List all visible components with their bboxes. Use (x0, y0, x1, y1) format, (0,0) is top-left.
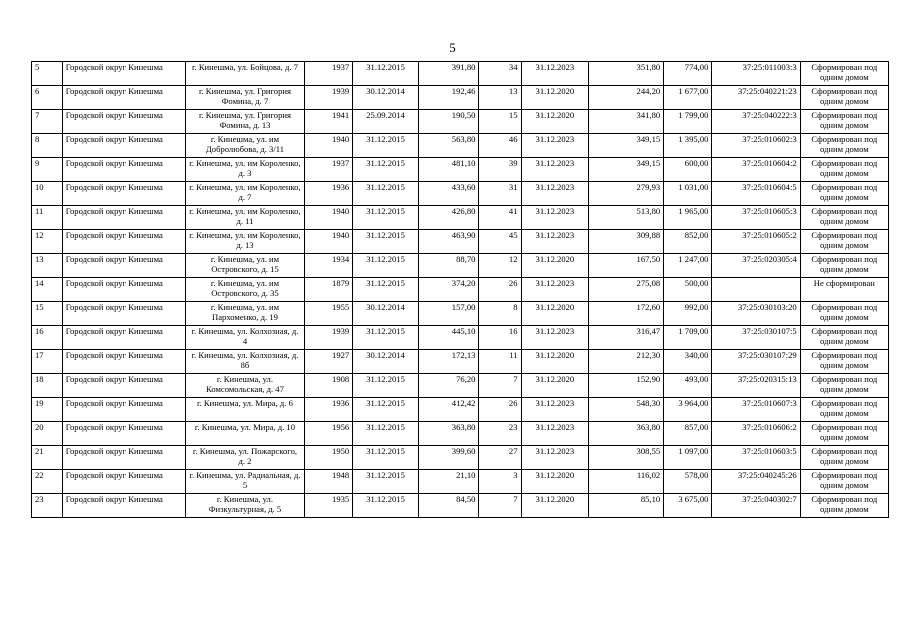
build-year-cell: 1908 (304, 374, 352, 398)
land-area-cell: 3 675,00 (664, 494, 712, 518)
total-area-cell: 244,20 (589, 86, 664, 110)
table-row (32, 230, 889, 254)
resettlement-date-cell: 31.12.2020 (521, 86, 589, 110)
recognition-date-cell: 31.12.2015 (353, 134, 419, 158)
build-year-cell: 1948 (304, 470, 352, 494)
row-number-cell: 8 (32, 134, 63, 158)
emergency-area-cell: 412,42 (418, 398, 479, 422)
table-row (32, 254, 889, 278)
emergency-area-cell: 481,10 (418, 158, 479, 182)
municipality-cell: Городской округ Кинешма (62, 62, 185, 86)
land-area-cell: 1 799,00 (664, 110, 712, 134)
recognition-date-cell: 25.09.2014 (353, 110, 419, 134)
land-area-cell: 774,00 (664, 62, 712, 86)
row-number-cell: 13 (32, 254, 63, 278)
resettlement-date-cell: 31.12.2023 (521, 422, 589, 446)
recognition-date-cell: 31.12.2015 (353, 422, 419, 446)
land-status-cell: Сформирован под одним домом (800, 182, 888, 206)
land-status-cell: Сформирован под одним домом (800, 374, 888, 398)
address-cell: г. Кинешма, ул. им Островского, д. 35 (185, 278, 304, 302)
build-year-cell: 1936 (304, 182, 352, 206)
row-number-cell: 12 (32, 230, 63, 254)
resettlement-date-cell: 31.12.2023 (521, 62, 589, 86)
land-area-cell: 992,00 (664, 302, 712, 326)
emergency-area-cell: 190,50 (418, 110, 479, 134)
total-area-cell: 152,90 (589, 374, 664, 398)
residents-count-cell: 8 (479, 302, 521, 326)
recognition-date-cell: 31.12.2015 (353, 398, 419, 422)
row-number-cell: 9 (32, 158, 63, 182)
total-area-cell: 513,80 (589, 206, 664, 230)
address-cell: г. Кинешма, ул. Комсомольская, д. 47 (185, 374, 304, 398)
build-year-cell: 1941 (304, 110, 352, 134)
resettlement-date-cell: 31.12.2023 (521, 158, 589, 182)
land-area-cell: 600,00 (664, 158, 712, 182)
cadastral-number-cell: 37:25:040245:26 (712, 470, 800, 494)
emergency-area-cell: 172,13 (418, 350, 479, 374)
emergency-area-cell: 192,46 (418, 86, 479, 110)
emergency-area-cell: 21,10 (418, 470, 479, 494)
recognition-date-cell: 31.12.2015 (353, 446, 419, 470)
total-area-cell: 167,50 (589, 254, 664, 278)
land-area-cell: 1 247,00 (664, 254, 712, 278)
emergency-area-cell: 463,90 (418, 230, 479, 254)
residents-count-cell: 16 (479, 326, 521, 350)
address-cell: г. Кинешма, ул. Колхозная, д. 8б (185, 350, 304, 374)
row-number-cell: 7 (32, 110, 63, 134)
municipality-cell: Городской округ Кинешма (62, 326, 185, 350)
build-year-cell: 1937 (304, 62, 352, 86)
total-area-cell: 349,15 (589, 134, 664, 158)
housing-registry-table (31, 61, 889, 518)
table-row (32, 278, 889, 302)
land-area-cell: 1 031,00 (664, 182, 712, 206)
build-year-cell: 1955 (304, 302, 352, 326)
resettlement-date-cell: 31.12.2023 (521, 134, 589, 158)
land-area-cell: 1 097,00 (664, 446, 712, 470)
table-row (32, 86, 889, 110)
build-year-cell: 1934 (304, 254, 352, 278)
address-cell: г. Кинешма, ул. Мира, д. 10 (185, 422, 304, 446)
land-area-cell: 1 965,00 (664, 206, 712, 230)
recognition-date-cell: 31.12.2015 (353, 470, 419, 494)
resettlement-date-cell: 31.12.2023 (521, 206, 589, 230)
recognition-date-cell: 31.12.2015 (353, 158, 419, 182)
build-year-cell: 1937 (304, 158, 352, 182)
resettlement-date-cell: 31.12.2020 (521, 494, 589, 518)
build-year-cell: 1939 (304, 326, 352, 350)
page-number: 5 (449, 40, 456, 55)
residents-count-cell: 46 (479, 134, 521, 158)
resettlement-date-cell: 31.12.2023 (521, 398, 589, 422)
row-number-cell: 18 (32, 374, 63, 398)
table-row (32, 446, 889, 470)
municipality-cell: Городской округ Кинешма (62, 422, 185, 446)
recognition-date-cell: 31.12.2015 (353, 278, 419, 302)
land-area-cell: 500,00 (664, 278, 712, 302)
land-status-cell: Сформирован под одним домом (800, 158, 888, 182)
recognition-date-cell: 31.12.2015 (353, 230, 419, 254)
row-number-cell: 15 (32, 302, 63, 326)
row-number-cell: 5 (32, 62, 63, 86)
table-row (32, 398, 889, 422)
cadastral-number-cell: 37:25:010603:5 (712, 446, 800, 470)
land-status-cell: Сформирован под одним домом (800, 494, 888, 518)
row-number-cell: 22 (32, 470, 63, 494)
build-year-cell: 1956 (304, 422, 352, 446)
address-cell: г. Кинешма, ул. им Короленко, д. 13 (185, 230, 304, 254)
residents-count-cell: 3 (479, 470, 521, 494)
land-area-cell: 1 395,00 (664, 134, 712, 158)
build-year-cell: 1879 (304, 278, 352, 302)
emergency-area-cell: 433,60 (418, 182, 479, 206)
total-area-cell: 309,88 (589, 230, 664, 254)
residents-count-cell: 7 (479, 494, 521, 518)
row-number-cell: 20 (32, 422, 63, 446)
build-year-cell: 1939 (304, 86, 352, 110)
land-status-cell: Сформирован под одним домом (800, 302, 888, 326)
land-status-cell: Сформирован под одним домом (800, 254, 888, 278)
resettlement-date-cell: 31.12.2020 (521, 350, 589, 374)
emergency-area-cell: 363,80 (418, 422, 479, 446)
residents-count-cell: 7 (479, 374, 521, 398)
cadastral-number-cell: 37:25:010602:3 (712, 134, 800, 158)
row-number-cell: 16 (32, 326, 63, 350)
build-year-cell: 1950 (304, 446, 352, 470)
recognition-date-cell: 31.12.2015 (353, 494, 419, 518)
municipality-cell: Городской округ Кинешма (62, 158, 185, 182)
municipality-cell: Городской округ Кинешма (62, 86, 185, 110)
address-cell: г. Кинешма, ул. Григория Фомина, д. 7 (185, 86, 304, 110)
total-area-cell: 85,10 (589, 494, 664, 518)
land-area-cell: 852,00 (664, 230, 712, 254)
cadastral-number-cell: 37:25:011003:3 (712, 62, 800, 86)
table-row (32, 350, 889, 374)
address-cell: г. Кинешма, ул. Пожарского, д. 2 (185, 446, 304, 470)
land-status-cell: Сформирован под одним домом (800, 398, 888, 422)
cadastral-number-cell: 37:25:010605:3 (712, 206, 800, 230)
cadastral-number-cell: 37:25:010604:2 (712, 158, 800, 182)
municipality-cell: Городской округ Кинешма (62, 230, 185, 254)
municipality-cell: Городской округ Кинешма (62, 398, 185, 422)
land-area-cell: 857,00 (664, 422, 712, 446)
address-cell: г. Кинешма, ул. Физкультурная, д. 5 (185, 494, 304, 518)
cadastral-number-cell: 37:25:030103:20 (712, 302, 800, 326)
cadastral-number-cell: 37:25:040221:23 (712, 86, 800, 110)
land-status-cell: Сформирован под одним домом (800, 134, 888, 158)
address-cell: г. Кинешма, ул. Колхозная, д. 4 (185, 326, 304, 350)
address-cell: г. Кинешма, ул. им Пархоменко, д. 19 (185, 302, 304, 326)
resettlement-date-cell: 31.12.2020 (521, 470, 589, 494)
municipality-cell: Городской округ Кинешма (62, 206, 185, 230)
recognition-date-cell: 30.12.2014 (353, 302, 419, 326)
residents-count-cell: 12 (479, 254, 521, 278)
row-number-cell: 6 (32, 86, 63, 110)
table-row (32, 62, 889, 86)
resettlement-date-cell: 31.12.2020 (521, 110, 589, 134)
emergency-area-cell: 426,80 (418, 206, 479, 230)
cadastral-number-cell: 37:25:030107:29 (712, 350, 800, 374)
build-year-cell: 1940 (304, 206, 352, 230)
recognition-date-cell: 30.12.2014 (353, 350, 419, 374)
table-row (32, 110, 889, 134)
row-number-cell: 10 (32, 182, 63, 206)
cadastral-number-cell: 37:25:040302:7 (712, 494, 800, 518)
table-row (32, 158, 889, 182)
emergency-area-cell: 88,70 (418, 254, 479, 278)
land-status-cell: Сформирован под одним домом (800, 230, 888, 254)
residents-count-cell: 26 (479, 398, 521, 422)
cadastral-number-cell (712, 278, 800, 302)
residents-count-cell: 27 (479, 446, 521, 470)
municipality-cell: Городской округ Кинешма (62, 278, 185, 302)
address-cell: г. Кинешма, ул. им Короленко, д. 11 (185, 206, 304, 230)
resettlement-date-cell: 31.12.2023 (521, 326, 589, 350)
cadastral-number-cell: 37:25:010605:2 (712, 230, 800, 254)
table-body (32, 62, 889, 518)
table-row (32, 326, 889, 350)
row-number-cell: 19 (32, 398, 63, 422)
row-number-cell: 11 (32, 206, 63, 230)
recognition-date-cell: 31.12.2015 (353, 62, 419, 86)
residents-count-cell: 23 (479, 422, 521, 446)
total-area-cell: 349,15 (589, 158, 664, 182)
land-status-cell: Сформирован под одним домом (800, 422, 888, 446)
emergency-area-cell: 76,20 (418, 374, 479, 398)
total-area-cell: 548,30 (589, 398, 664, 422)
land-status-cell: Сформирован под одним домом (800, 446, 888, 470)
land-status-cell: Сформирован под одним домом (800, 110, 888, 134)
recognition-date-cell: 30.12.2014 (353, 86, 419, 110)
build-year-cell: 1936 (304, 398, 352, 422)
total-area-cell: 351,80 (589, 62, 664, 86)
municipality-cell: Городской округ Кинешма (62, 134, 185, 158)
emergency-area-cell: 445,10 (418, 326, 479, 350)
recognition-date-cell: 31.12.2015 (353, 206, 419, 230)
row-number-cell: 14 (32, 278, 63, 302)
total-area-cell: 172,60 (589, 302, 664, 326)
emergency-area-cell: 84,50 (418, 494, 479, 518)
row-number-cell: 23 (32, 494, 63, 518)
municipality-cell: Городской округ Кинешма (62, 110, 185, 134)
address-cell: г. Кинешма, ул. Бойцова, д. 7 (185, 62, 304, 86)
residents-count-cell: 39 (479, 158, 521, 182)
build-year-cell: 1940 (304, 134, 352, 158)
residents-count-cell: 26 (479, 278, 521, 302)
residents-count-cell: 34 (479, 62, 521, 86)
land-status-cell: Сформирован под одним домом (800, 206, 888, 230)
total-area-cell: 116,02 (589, 470, 664, 494)
resettlement-date-cell: 31.12.2020 (521, 302, 589, 326)
land-area-cell: 1 677,00 (664, 86, 712, 110)
table-row (32, 302, 889, 326)
table-row (32, 182, 889, 206)
resettlement-date-cell: 31.12.2023 (521, 230, 589, 254)
address-cell: г. Кинешма, ул. им Добролюбова, д. 3/11 (185, 134, 304, 158)
cadastral-number-cell: 37:25:010606:2 (712, 422, 800, 446)
cadastral-number-cell: 37:25:020305:4 (712, 254, 800, 278)
residents-count-cell: 11 (479, 350, 521, 374)
cadastral-number-cell: 37:25:030107:5 (712, 326, 800, 350)
address-cell: г. Кинешма, ул. Григория Фомина, д. 13 (185, 110, 304, 134)
recognition-date-cell: 31.12.2015 (353, 182, 419, 206)
emergency-area-cell: 399,60 (418, 446, 479, 470)
municipality-cell: Городской округ Кинешма (62, 446, 185, 470)
cadastral-number-cell: 37:25:010607:3 (712, 398, 800, 422)
total-area-cell: 308,55 (589, 446, 664, 470)
address-cell: г. Кинешма, ул. им Короленко, д. 3 (185, 158, 304, 182)
emergency-area-cell: 157,00 (418, 302, 479, 326)
table-row (32, 134, 889, 158)
municipality-cell: Городской округ Кинешма (62, 494, 185, 518)
total-area-cell: 316,47 (589, 326, 664, 350)
residents-count-cell: 15 (479, 110, 521, 134)
recognition-date-cell: 31.12.2015 (353, 374, 419, 398)
total-area-cell: 341,80 (589, 110, 664, 134)
emergency-area-cell: 391,80 (418, 62, 479, 86)
row-number-cell: 17 (32, 350, 63, 374)
resettlement-date-cell: 31.12.2023 (521, 278, 589, 302)
municipality-cell: Городской округ Кинешма (62, 350, 185, 374)
emergency-area-cell: 374,20 (418, 278, 479, 302)
cadastral-number-cell: 37:25:040222:3 (712, 110, 800, 134)
build-year-cell: 1935 (304, 494, 352, 518)
emergency-area-cell: 563,80 (418, 134, 479, 158)
recognition-date-cell: 31.12.2015 (353, 254, 419, 278)
table-row (32, 206, 889, 230)
residents-count-cell: 45 (479, 230, 521, 254)
address-cell: г. Кинешма, ул. Мира, д. 6 (185, 398, 304, 422)
table-row (32, 470, 889, 494)
land-area-cell: 1 709,00 (664, 326, 712, 350)
build-year-cell: 1940 (304, 230, 352, 254)
cadastral-number-cell: 37:25:020315:13 (712, 374, 800, 398)
land-status-cell: Сформирован под одним домом (800, 470, 888, 494)
resettlement-date-cell: 31.12.2023 (521, 182, 589, 206)
total-area-cell: 279,93 (589, 182, 664, 206)
land-area-cell: 493,00 (664, 374, 712, 398)
municipality-cell: Городской округ Кинешма (62, 374, 185, 398)
land-status-cell: Сформирован под одним домом (800, 326, 888, 350)
land-status-cell: Сформирован под одним домом (800, 86, 888, 110)
table-row (32, 374, 889, 398)
land-status-cell: Сформирован под одним домом (800, 62, 888, 86)
resettlement-date-cell: 31.12.2020 (521, 374, 589, 398)
table-row (32, 422, 889, 446)
table-row (32, 494, 889, 518)
land-status-cell: Сформирован под одним домом (800, 350, 888, 374)
municipality-cell: Городской округ Кинешма (62, 302, 185, 326)
land-area-cell: 578,00 (664, 470, 712, 494)
build-year-cell: 1927 (304, 350, 352, 374)
total-area-cell: 363,80 (589, 422, 664, 446)
municipality-cell: Городской округ Кинешма (62, 470, 185, 494)
municipality-cell: Городской округ Кинешма (62, 182, 185, 206)
residents-count-cell: 13 (479, 86, 521, 110)
address-cell: г. Кинешма, ул. им Островского, д. 15 (185, 254, 304, 278)
resettlement-date-cell: 31.12.2023 (521, 446, 589, 470)
residents-count-cell: 41 (479, 206, 521, 230)
land-area-cell: 340,00 (664, 350, 712, 374)
address-cell: г. Кинешма, ул. им Короленко, д. 7 (185, 182, 304, 206)
land-area-cell: 3 964,00 (664, 398, 712, 422)
row-number-cell: 21 (32, 446, 63, 470)
residents-count-cell: 31 (479, 182, 521, 206)
municipality-cell: Городской округ Кинешма (62, 254, 185, 278)
land-status-cell: Не сформирован (800, 278, 888, 302)
resettlement-date-cell: 31.12.2020 (521, 254, 589, 278)
total-area-cell: 212,30 (589, 350, 664, 374)
recognition-date-cell: 31.12.2015 (353, 326, 419, 350)
address-cell: г. Кинешма, ул. Радиальная, д. 5 (185, 470, 304, 494)
total-area-cell: 275,08 (589, 278, 664, 302)
cadastral-number-cell: 37:25:010604:5 (712, 182, 800, 206)
